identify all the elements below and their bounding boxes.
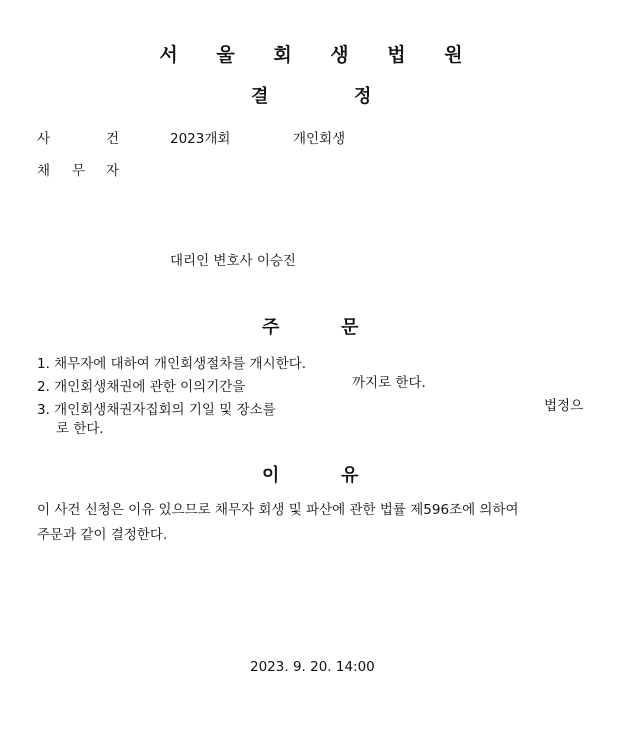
case-type: 개인회생: [293, 131, 346, 147]
reason-line-2: 주문과 같이 결정한다.: [37, 527, 168, 543]
order-item-3-continuation: 로 한다.: [56, 421, 104, 437]
doc-type-right-char: 정: [354, 86, 372, 107]
debtor-label-char-3: 자: [106, 163, 120, 179]
decision-datetime: 2023. 9. 20. 14:00: [250, 659, 375, 675]
order-item-2-before-blank: 2. 개인회생채권에 관한 이의기간을: [37, 379, 246, 395]
reason-heading-right-char: 유: [341, 465, 359, 486]
case-label-char-2: 건: [106, 131, 120, 147]
court-name: 서 울 회 생 법 원: [159, 44, 479, 66]
debtor-representative: 대리인 변호사 이승진: [170, 253, 296, 269]
doc-type-left-char: 결: [251, 86, 269, 107]
order-heading-right-char: 문: [341, 317, 359, 338]
order-item-3-before-blank: 3. 개인회생채권자집회의 기일 및 장소를: [37, 402, 276, 418]
order-item-1: 1. 채무자에 대하여 개인회생절차를 개시한다.: [37, 356, 307, 372]
case-label-char-1: 사: [37, 131, 51, 147]
order-heading-left-char: 주: [262, 317, 280, 338]
order-item-3-after-blank: 법정으: [544, 398, 584, 414]
reason-line-1: 이 사건 신청은 이유 있으므로 채무자 회생 및 파산에 관한 법률 제596조에 의하여: [37, 502, 519, 518]
reason-heading-left-char: 이: [262, 465, 280, 486]
debtor-label-char-1: 채: [37, 163, 51, 179]
case-number: 2023개회: [170, 131, 231, 147]
order-item-2-after-blank: 까지로 한다.: [352, 375, 426, 391]
debtor-label-char-2: 무: [72, 163, 86, 179]
